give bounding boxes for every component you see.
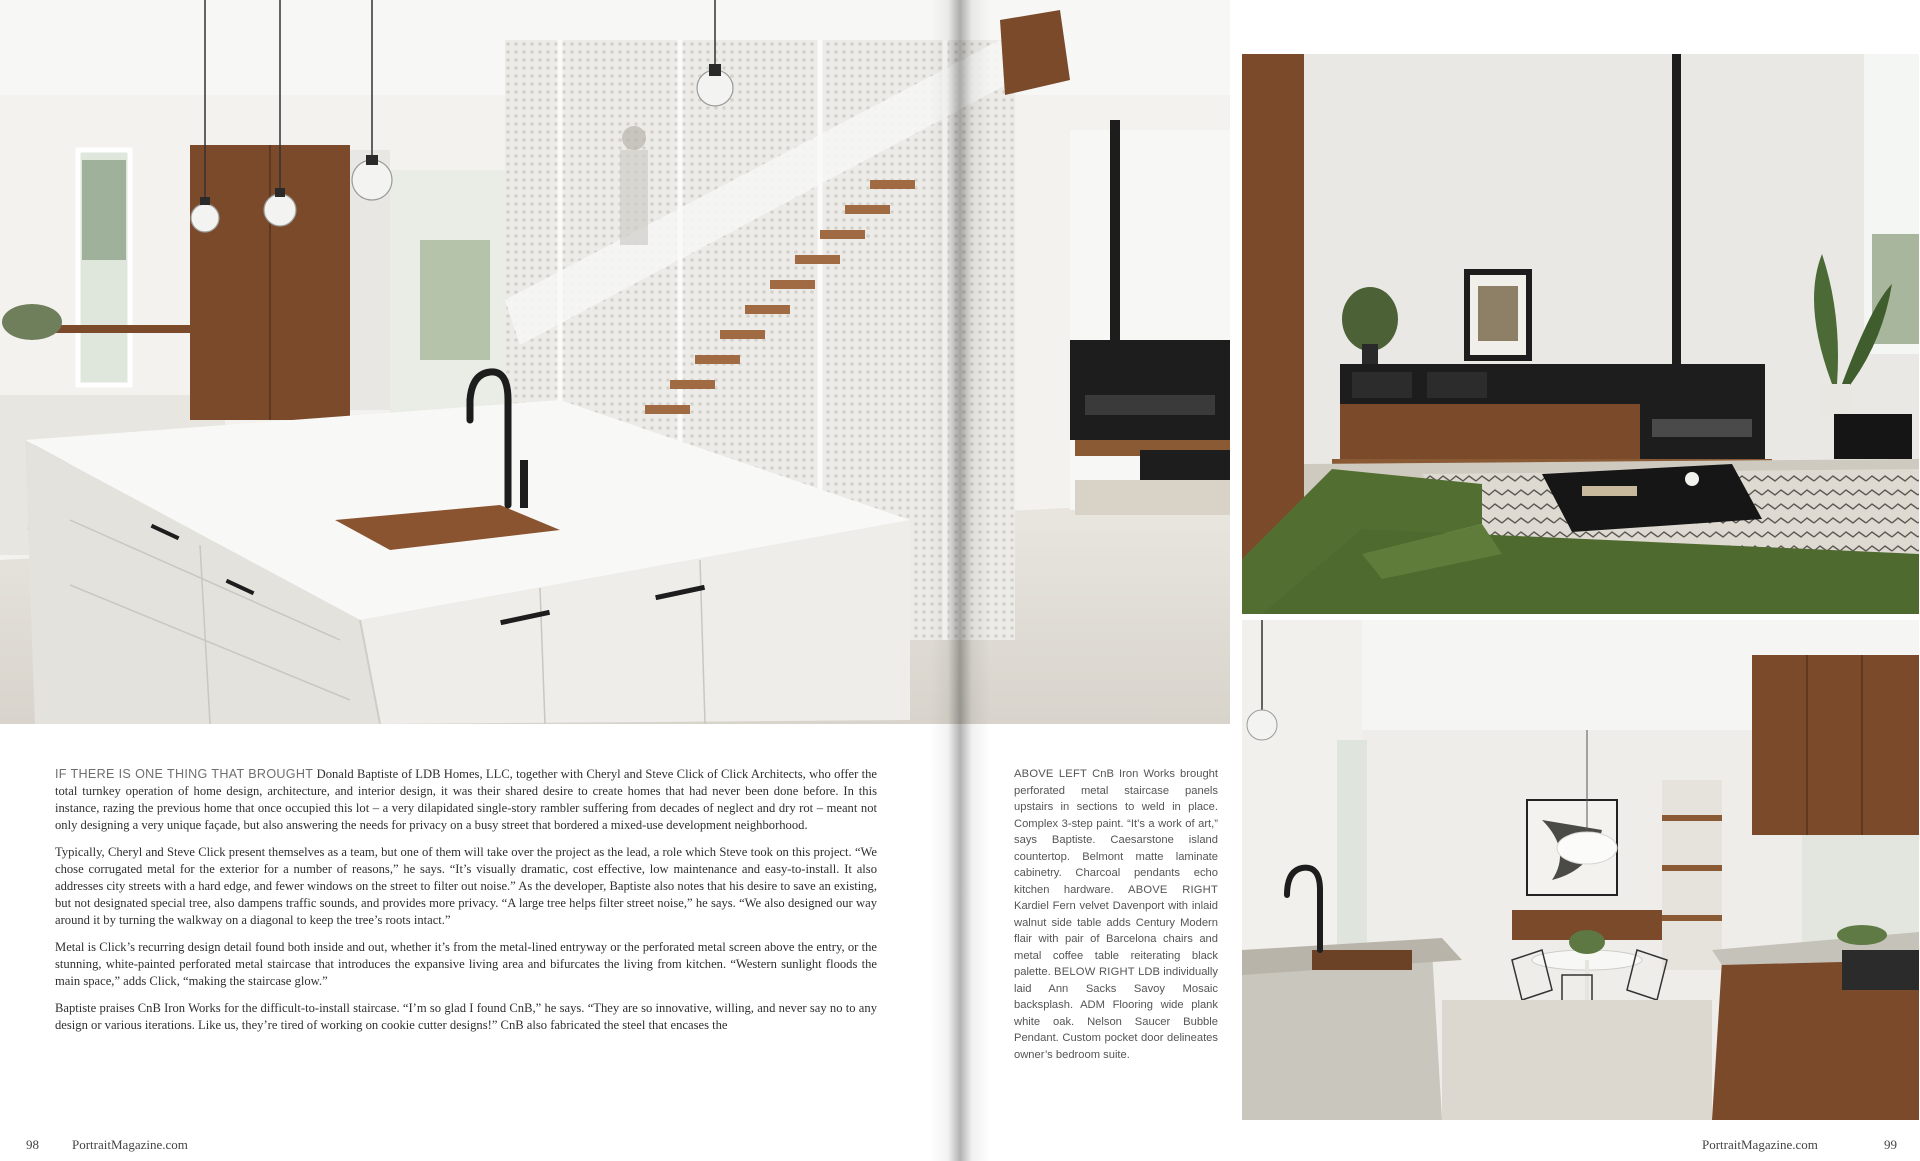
caption-label-below-right: BELOW RIGHT (1054, 966, 1135, 978)
living-room-illustration (1242, 54, 1919, 614)
right-footer-site: PortraitMagazine.com (1702, 1137, 1818, 1152)
caption-label-above-right: ABOVE RIGHT (1128, 883, 1218, 896)
photo-caption (1014, 766, 1218, 1063)
dining-kitchen-photo (1242, 620, 1919, 1120)
paragraph-text: Donald Baptiste of LDB Homes, LLC, together with Cheryl and Steve Click of Click Architects, who offer the total turnkey operation of home design, architecture, and interior design, it was their shared desire to create homes that had never been done before. In this instance, razing the previous home that once occupied this lot – a very dilapidated single-story rambler suffering from decades of neglect and dry rot – meant not only designing a very unique façade, but also answering the needs for privacy on a busy street that bordered a mixed-use development neighborhood. (55, 767, 877, 832)
article-paragraph-4: Baptiste praises CnB Iron Works for the difficult-to-install staircase. “I’m so glad I found CnB,” he says. “They are so innovative, willing, and never say no to any design or various iterations. Like us, they’re tired of working on cookie cutter designs!” CnB also fabricated the steel that encases the (55, 1001, 877, 1032)
article-paragraph-1 (55, 766, 877, 834)
right-page-number: 99 (1884, 1137, 1897, 1152)
article-body (55, 766, 877, 1044)
lead-in-caps: IF THERE IS ONE THING THAT BROUGHT (55, 767, 314, 781)
dining-illustration (1242, 620, 1919, 1120)
article-paragraph-2: Typically, Cheryl and Steve Click present themselves as a team, but one of them will take over the project as the lead, a role which Steve took on this project. “We chose corrugated metal for the exterior for a number of reasons,” he says. “It’s visually dramatic, cost effective, low maintenance and easy-to-install. It also addresses city streets with a hard edge, and fewer windows on the street to filter out noise.” As the developer, Baptiste also notes that his desire to save an existing, but not designated special tree, also dampens traffic sounds, and provides more privacy. “A large tree helps filter street noise,” he says. “We also designed our way around it by turning the walkway on a diagonal to keep the tree’s roots intact.” (55, 845, 877, 927)
left-footer-site: PortraitMagazine.com (72, 1137, 188, 1152)
caption-label-above-left: ABOVE LEFT (1014, 768, 1088, 780)
living-room-photo (1242, 54, 1919, 614)
caption-text-below-right: LDB individually laid Ann Sacks Savoy Mosaic backsplash. ADM Flooring wide plank white oak. Nelson Saucer Bubble Pendant. Custom pocket door delineates owner’s bedroom suite. (1014, 966, 1218, 1061)
article-paragraph-3: Metal is Click’s recurring design detail found both inside and out, whether it’s from the metal-lined entryway or the perforated metal screen above the entry, or the stunning, white-painted perforated metal staircase that introduces the expansive living area and bifurcates the living from kitchen. “Western sunlight floods the main space,” adds Click, “making the staircase glow.” (55, 940, 877, 988)
caption-text-above-left: CnB Iron Works brought perforated metal staircase panels upstairs in sections to weld in place. Complex 3-step paint. “It’s a work of art,” says Baptiste. Caesarstone island countertop. Belmont matte laminate cabinetry. Charcoal pendants echo kitchen hardware. (1014, 768, 1218, 896)
kitchen-staircase-photo (0, 0, 1230, 724)
left-page-number: 98 (26, 1137, 39, 1152)
kitchen-illustration (0, 0, 1230, 724)
caption-text-above-right: Kardiel Fern velvet Davenport with inlaid walnut side table adds Century Modern flair with pair of Barcelona chairs and metal coffee table reiterating black palette. (1014, 900, 1218, 978)
